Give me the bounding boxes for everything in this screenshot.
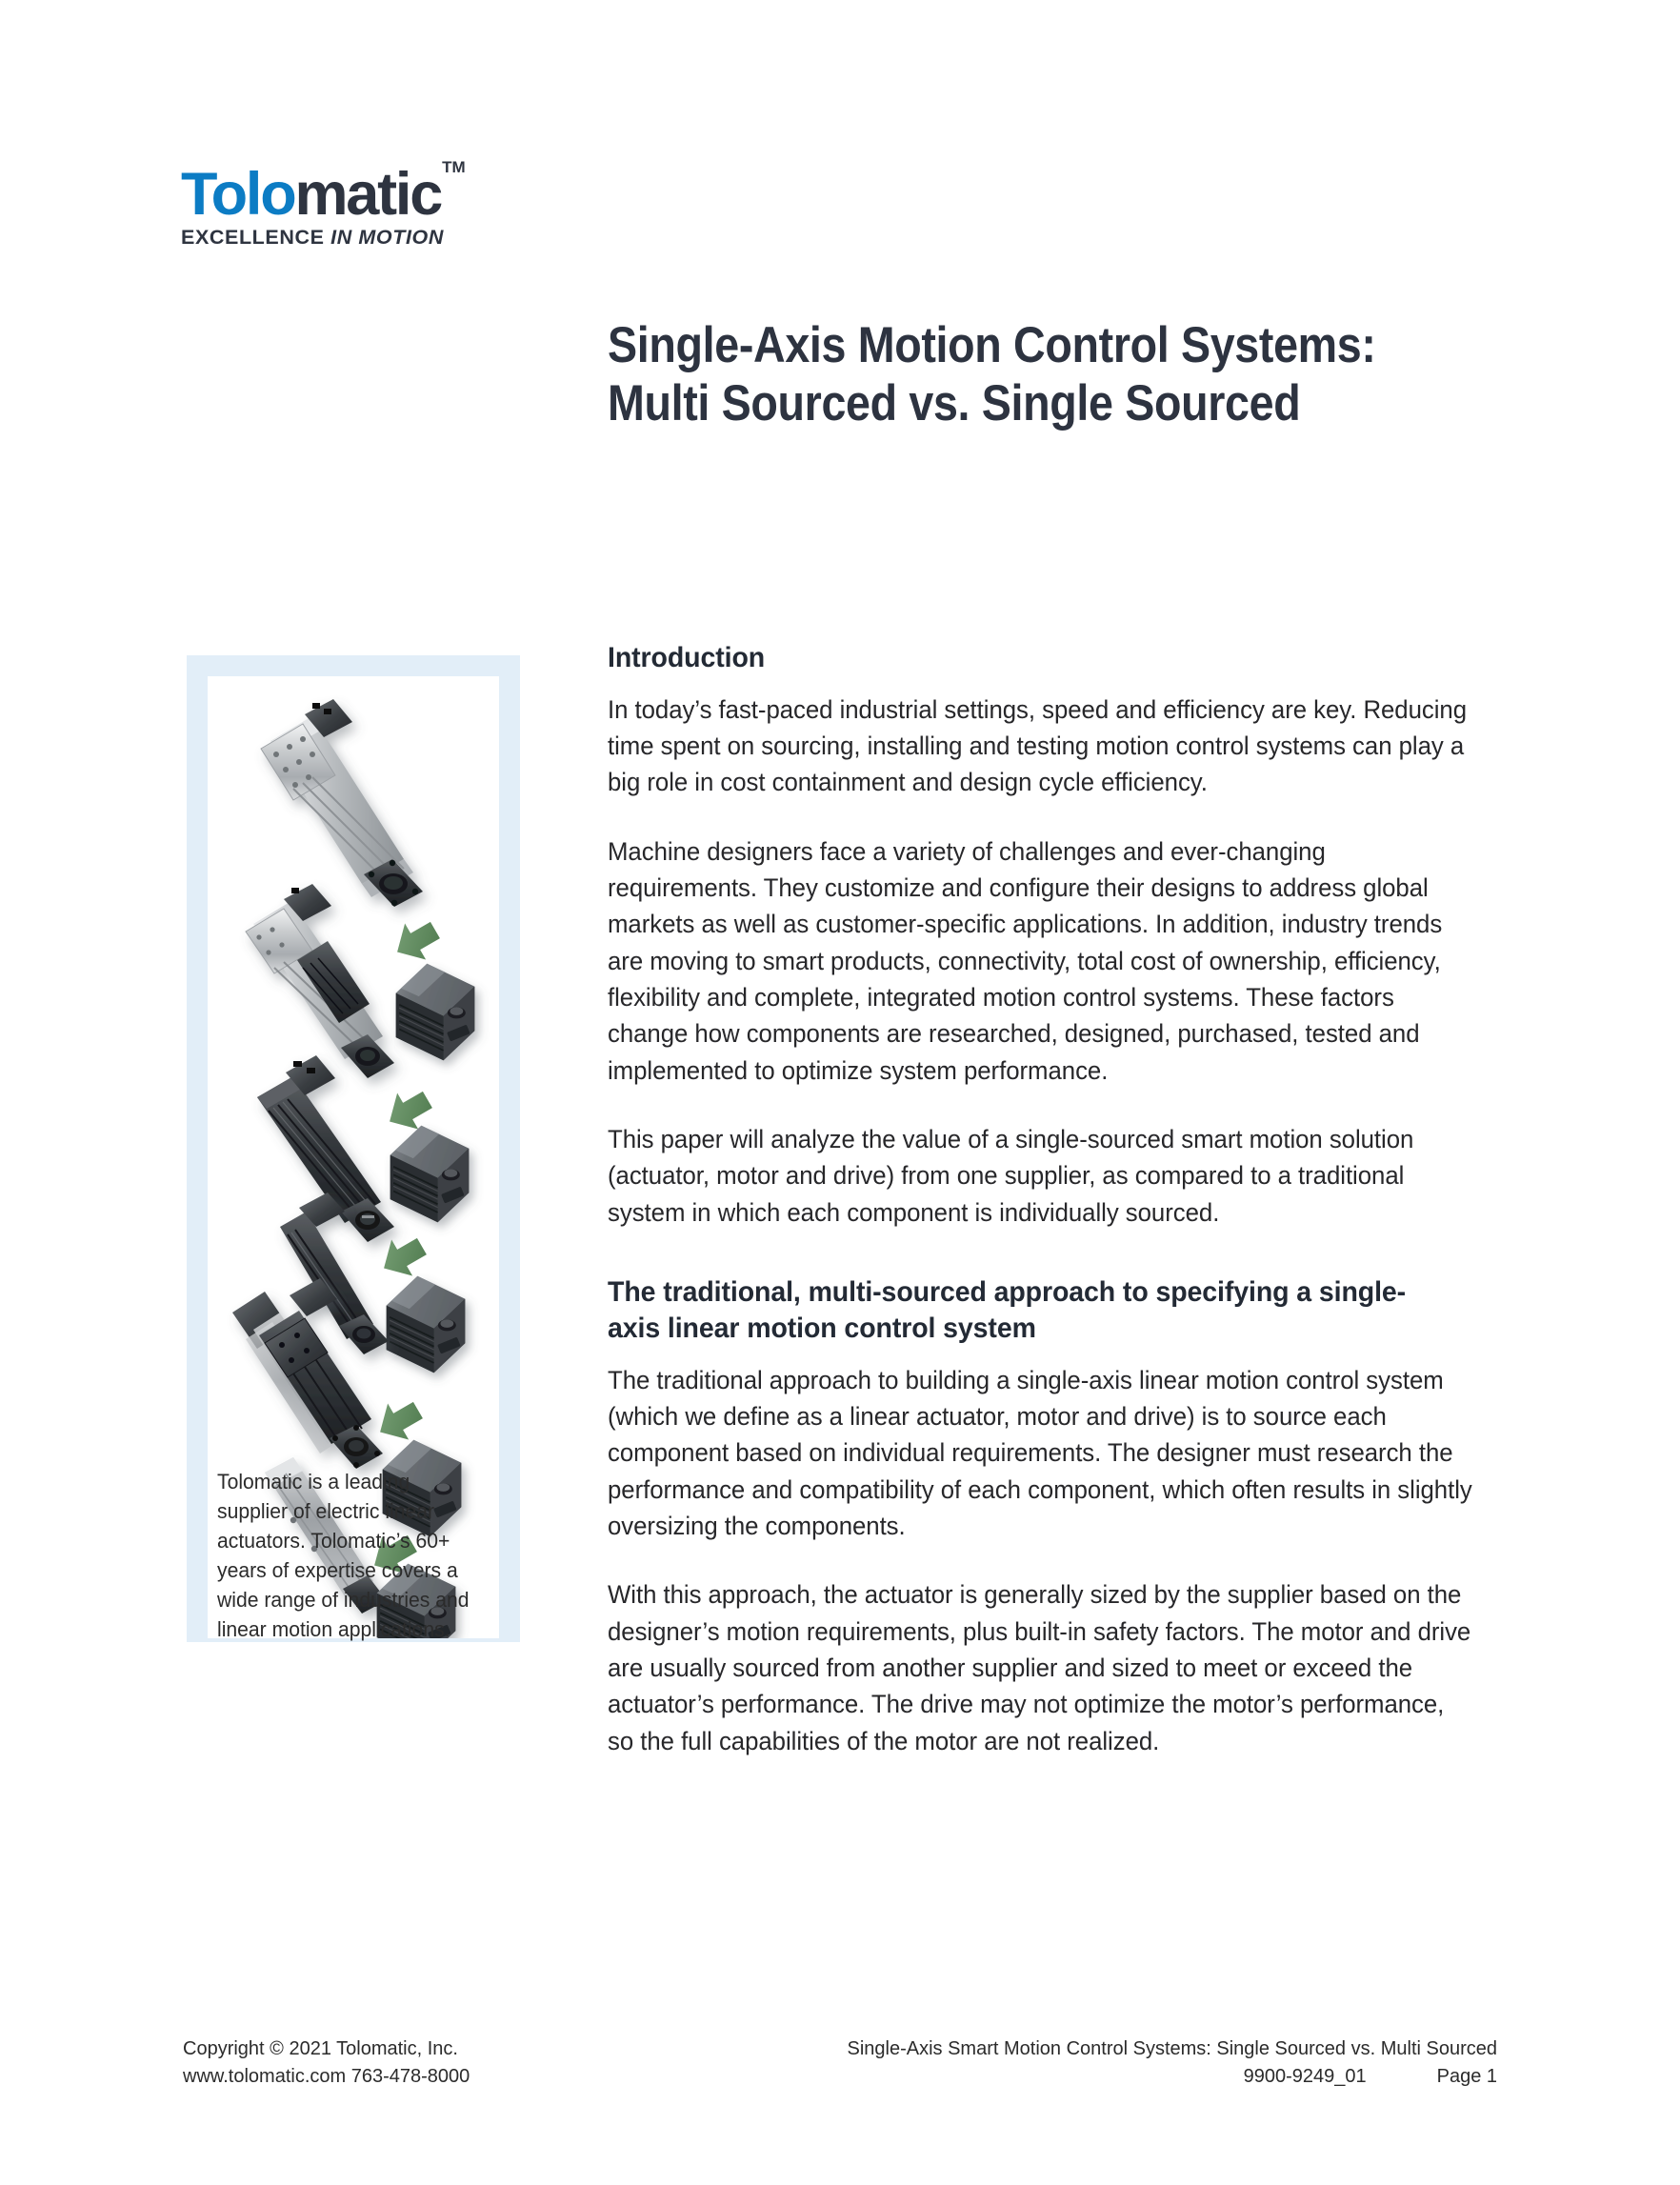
- footer-doc-title: Single-Axis Smart Motion Control Systems: Single Sourced vs. Multi Sourced: [847, 2038, 1497, 2059]
- logo-wordmark-first: Tolo: [181, 161, 295, 228]
- paragraph-4: The traditional approach to building a single-axis linear motion control system (which we define as a linear actuator, motor and drive) is to source each component based on individual requirements. The designer must research the performance and compatibility of each component, which often results in slightly oversizing the components.: [608, 1365, 1472, 1540]
- logo-tagline: [181, 226, 524, 250]
- paragraph-2: Machine designers face a variety of challenges and ever-changing requirements. They customize and configure their designs to address global markets as well as customer-specific applications. In addition, industry trends are moving to smart products, connectivity, total cost of ownership, efficiency, flexibility and complete, integrated motion control systems. These factors change how components are researched, designed, purchased, tested and implemented to optimize system performance.: [608, 836, 1443, 1085]
- paragraph-1: In today’s fast-paced industrial settings, speed and efficiency are key. Reducing time spent on sourcing, installing and testing motion control systems can play a big role in cost containment and design cycle efficiency.: [608, 694, 1468, 797]
- page-title-line-2: Multi Sourced vs. Single Sourced: [608, 375, 1301, 432]
- footer-contact[interactable]: www.tolomatic.com 763-478-8000: [183, 2066, 470, 2087]
- trademark-symbol: TM: [442, 158, 466, 176]
- footer-meta: [848, 2063, 1498, 2091]
- paragraph-5: With this approach, the actuator is generally sized by the supplier based on the designer’s motion requirements, plus built-in safety factors. The motor and drive are usually sourced from another supplier and sized to meet or exceed the actuator’s performance. The drive may not optimize the motor’s performance, so the full capabilities of the motor are not realized.: [608, 1580, 1471, 1755]
- sidebar-caption: Tolomatic is a leading supplier of electric linear actuators. Tolomatic’s 60+ years of expertise covers a wide range of industries and linear motion applications.: [217, 1470, 470, 1642]
- footer-doc-number: 9900-9249_01: [1243, 2066, 1367, 2087]
- footer-copyright: Copyright © 2021 Tolomatic, Inc.: [183, 2038, 458, 2059]
- footer-left: [183, 2035, 470, 2091]
- logo-tagline-plain: EXCELLENCE: [181, 225, 331, 249]
- tolomatic-logo: [181, 158, 524, 250]
- page-title-line-1: Single-Axis Motion Control Systems:: [608, 317, 1376, 373]
- logo-tagline-italic: IN MOTION: [330, 225, 444, 249]
- footer-right: [848, 2035, 1498, 2091]
- heading-introduction: Introduction: [608, 642, 766, 673]
- heading-traditional-approach: The traditional, multi-sourced approach to specifying a single-axis linear motion control system: [608, 1276, 1407, 1344]
- logo-wordmark-second: matic: [294, 161, 442, 228]
- paragraph-3: This paper will analyze the value of a single-sourced smart motion solution (actuator, motor and drive) from one supplier, as compared to a traditional system in which each component is individually sourced.: [608, 1125, 1414, 1227]
- main-content: [608, 640, 1474, 1792]
- logo-wordmark: [181, 158, 466, 228]
- footer-page-number: Page 1: [1436, 2066, 1497, 2087]
- page-title: [608, 316, 1412, 433]
